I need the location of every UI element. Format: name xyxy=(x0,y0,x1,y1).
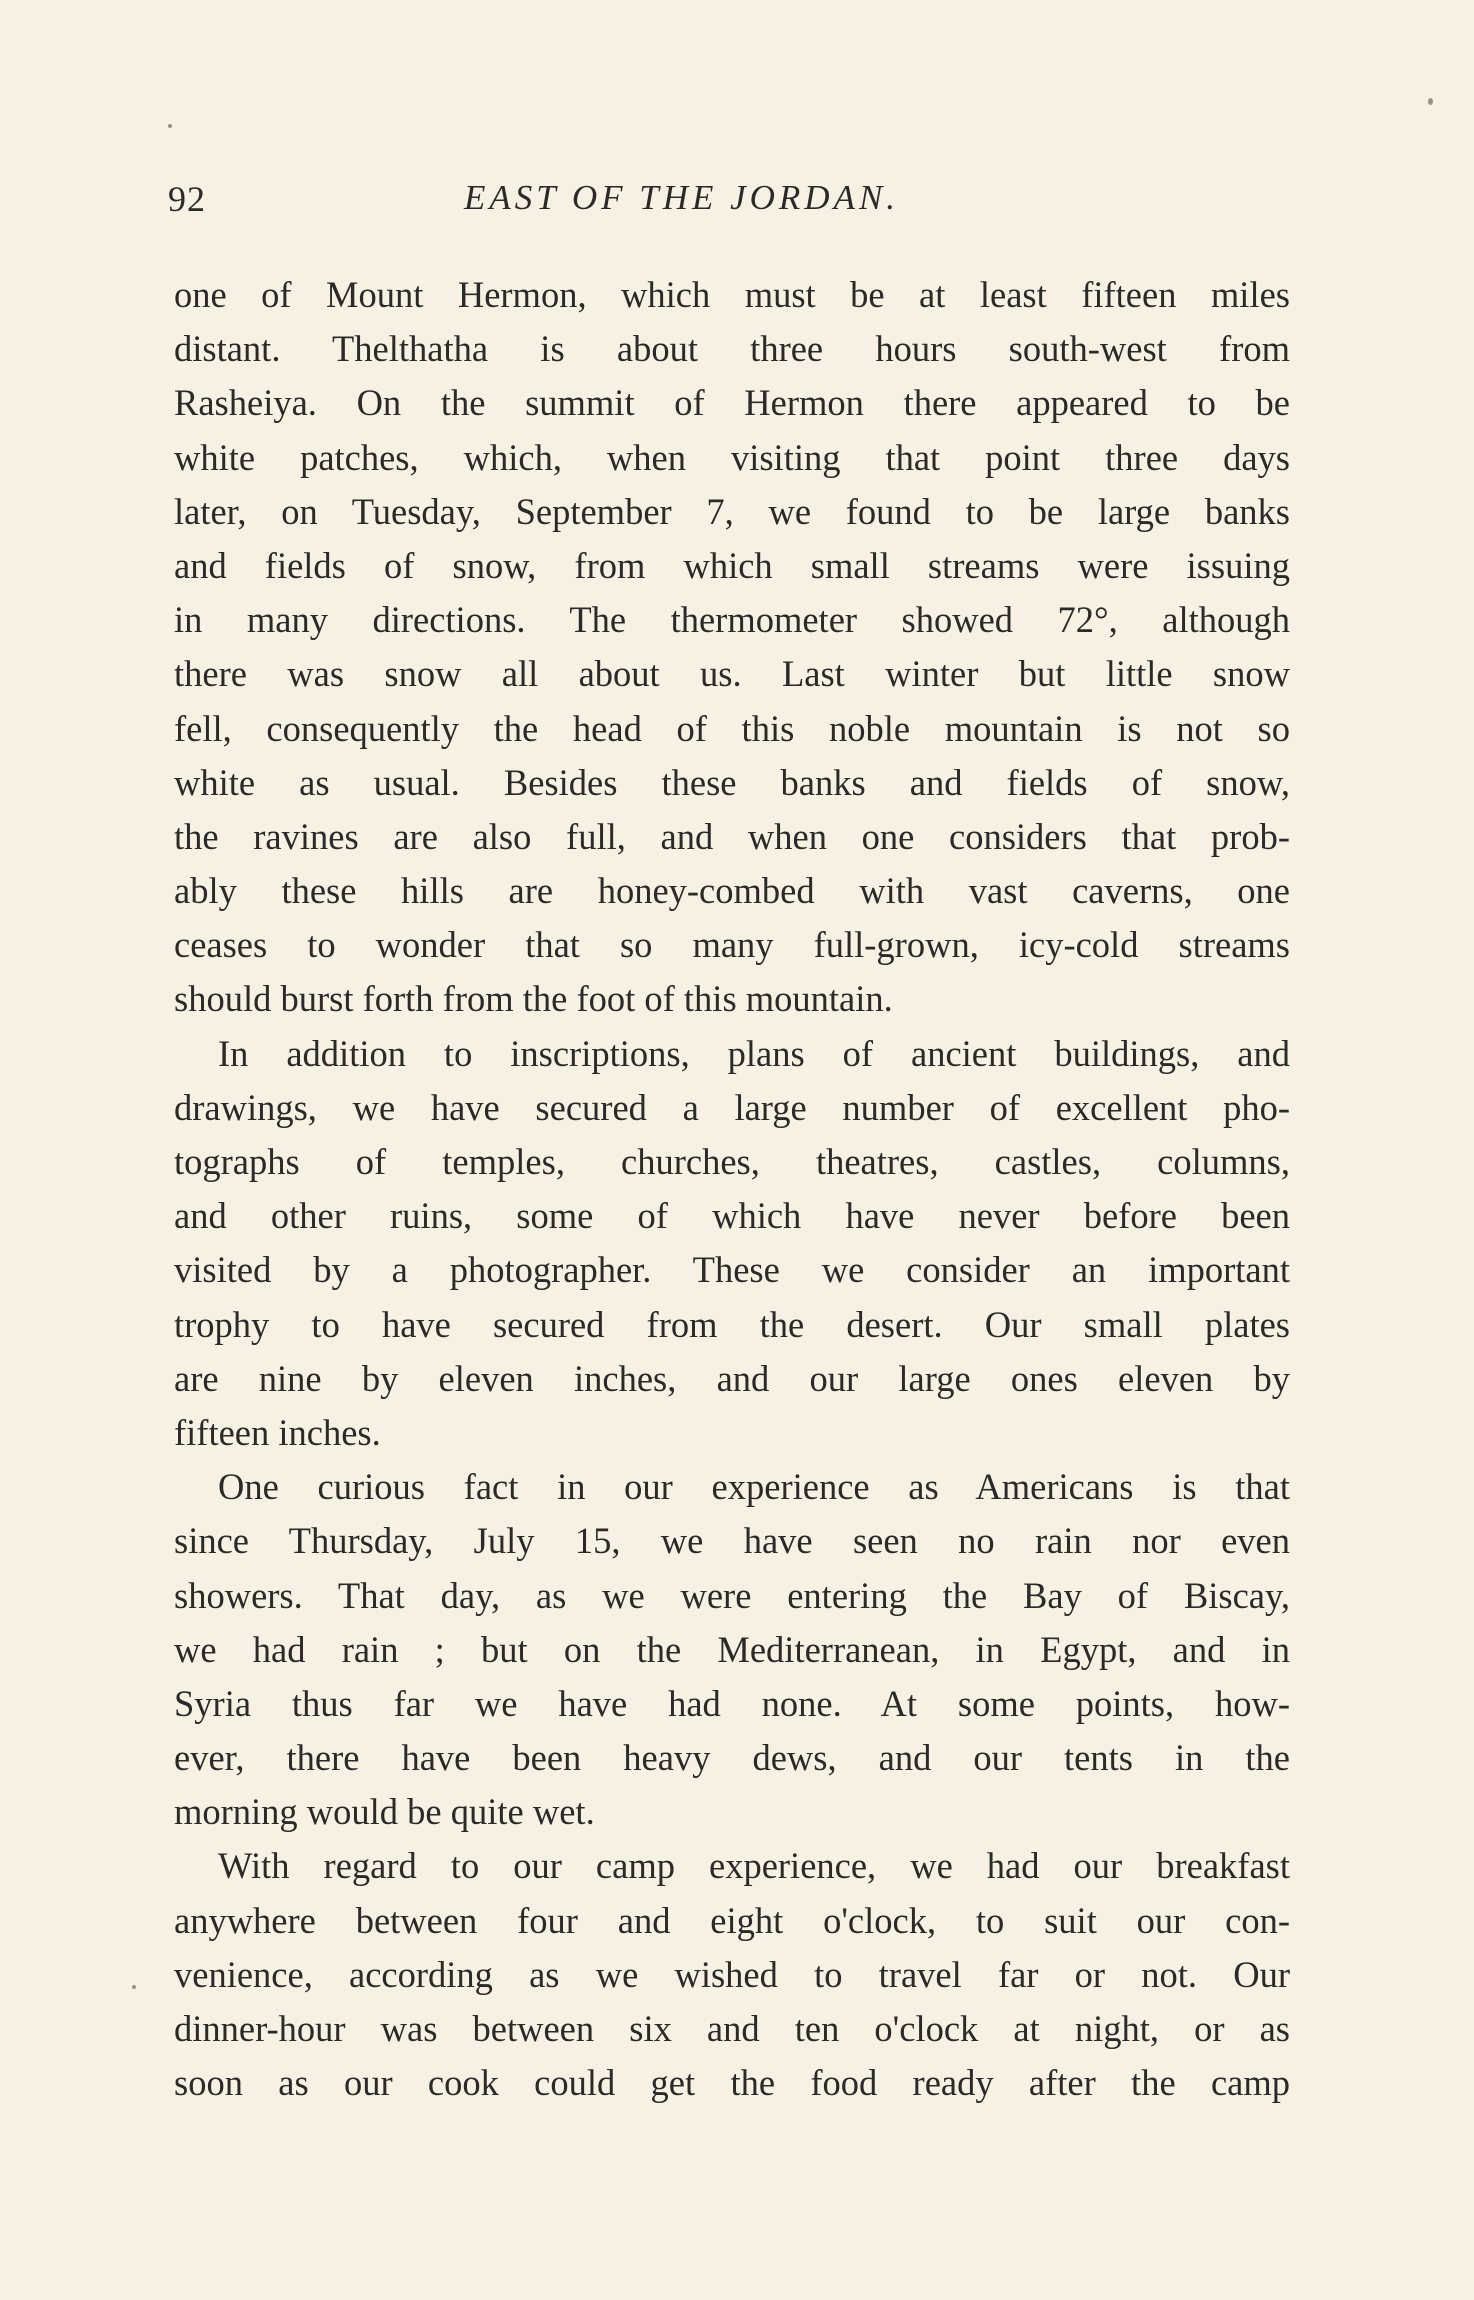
text-line: in many directions. The thermometer showed 72°, although xyxy=(174,599,1290,641)
text-line: ceases to wonder that so many full-grown, icy-cold streams xyxy=(174,924,1290,966)
text-line: should burst forth from the foot of this mountain. xyxy=(174,978,893,1020)
text-line: soon as our cook could get the food ready after the camp xyxy=(174,2062,1290,2104)
paper-speck xyxy=(168,124,172,128)
text-line: one of Mount Hermon, which must be at least fifteen miles xyxy=(174,274,1290,315)
text-line: tographs of temples, churches, theatres, castles, columns, xyxy=(174,1141,1290,1182)
text-line: In addition to inscriptions, plans of ancient buildings, and xyxy=(218,1032,1290,1074)
paper-speck xyxy=(132,1985,136,1989)
text-line: since Thursday, July 15, we have seen no rain nor even xyxy=(174,1520,1290,1562)
text-line: fifteen inches. xyxy=(174,1411,381,1453)
text-line: are nine by eleven inches, and our large ones eleven by xyxy=(174,1357,1290,1399)
text-line: trophy to have secured from the desert. Our small plates xyxy=(174,1303,1290,1345)
text-line: drawings, we have secured a large number of excellent pho- xyxy=(174,1086,1290,1128)
text-line: distant. Thelthatha is about three hours south-west from xyxy=(174,328,1290,370)
text-line: venience, according as we wished to travel far or not. Our xyxy=(174,1953,1290,1995)
text-line: white patches, which, when visiting that point three days xyxy=(174,436,1290,478)
text-line: Syria thus far we have had none. At some points, how- xyxy=(174,1682,1290,1724)
text-line: visited by a photographer. These we consider an important xyxy=(174,1249,1290,1291)
text-line: white as usual. Besides these banks and fields of snow, xyxy=(174,761,1290,803)
text-line: ably these hills are honey-combed with vast caverns, one xyxy=(174,870,1290,912)
body-text xyxy=(174,268,1290,2110)
text-line: anywhere between four and eight o'clock, to suit our con- xyxy=(174,1899,1290,1941)
text-line: and other ruins, some of which have never before been xyxy=(174,1195,1290,1237)
text-line: One curious fact in our experience as Americans is that xyxy=(218,1466,1290,1508)
text-line: showers. That day, as we were entering the Bay of Biscay, xyxy=(174,1574,1290,1616)
text-line: Rasheiya. On the summit of Hermon there appeared to be xyxy=(174,382,1290,424)
text-line: and fields of snow, from which small streams were issuing xyxy=(174,544,1290,586)
text-line: we had rain ; but on the Mediterranean, in Egypt, and in xyxy=(174,1628,1290,1670)
page-number: 92 xyxy=(168,179,206,219)
text-line: fell, consequently the head of this noble mountain is not so xyxy=(174,707,1290,749)
text-line: ever, there have been heavy dews, and our tents in the xyxy=(174,1737,1290,1779)
text-line: dinner-hour was between six and ten o'clock at night, or as xyxy=(174,2008,1290,2049)
paper-speck xyxy=(1428,98,1433,105)
text-line: there was snow all about us. Last winter but little snow xyxy=(174,653,1290,695)
running-head: EAST OF THE JORDAN. xyxy=(464,178,900,217)
text-line: the ravines are also full, and when one considers that prob- xyxy=(174,815,1290,857)
text-line: morning would be quite wet. xyxy=(174,1791,595,1833)
page-header xyxy=(168,178,1288,238)
text-line: later, on Tuesday, September 7, we found to be large banks xyxy=(174,490,1290,532)
text-line: With regard to our camp experience, we had our breakfast xyxy=(218,1845,1290,1887)
